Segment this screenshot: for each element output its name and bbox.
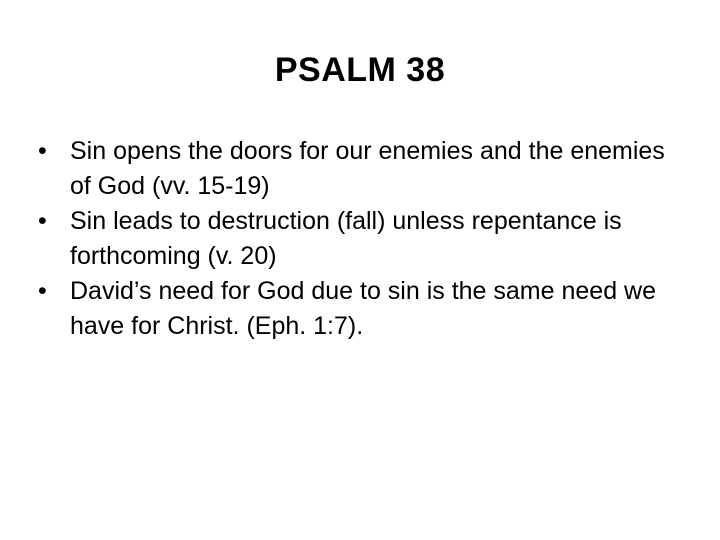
bullet-icon: • — [38, 277, 47, 305]
bullet-text: Sin leads to destruction (fall) unless repentance is forthcoming (v. 20) — [70, 207, 622, 270]
bullet-text: David’s need for God due to sin is the same need we have for Christ. (Eph. 1:7). — [70, 277, 656, 340]
bullet-text: Sin opens the doors for our enemies and the enemies of God (vv. 15-19) — [70, 137, 665, 200]
bullet-icon: • — [38, 207, 47, 235]
bullet-icon: • — [38, 137, 47, 165]
bullet-item — [36, 134, 676, 204]
bullet-item — [36, 274, 676, 344]
bullet-list — [36, 134, 676, 344]
bullet-item — [36, 204, 676, 274]
slide-title: PSALM 38 — [274, 51, 446, 89]
